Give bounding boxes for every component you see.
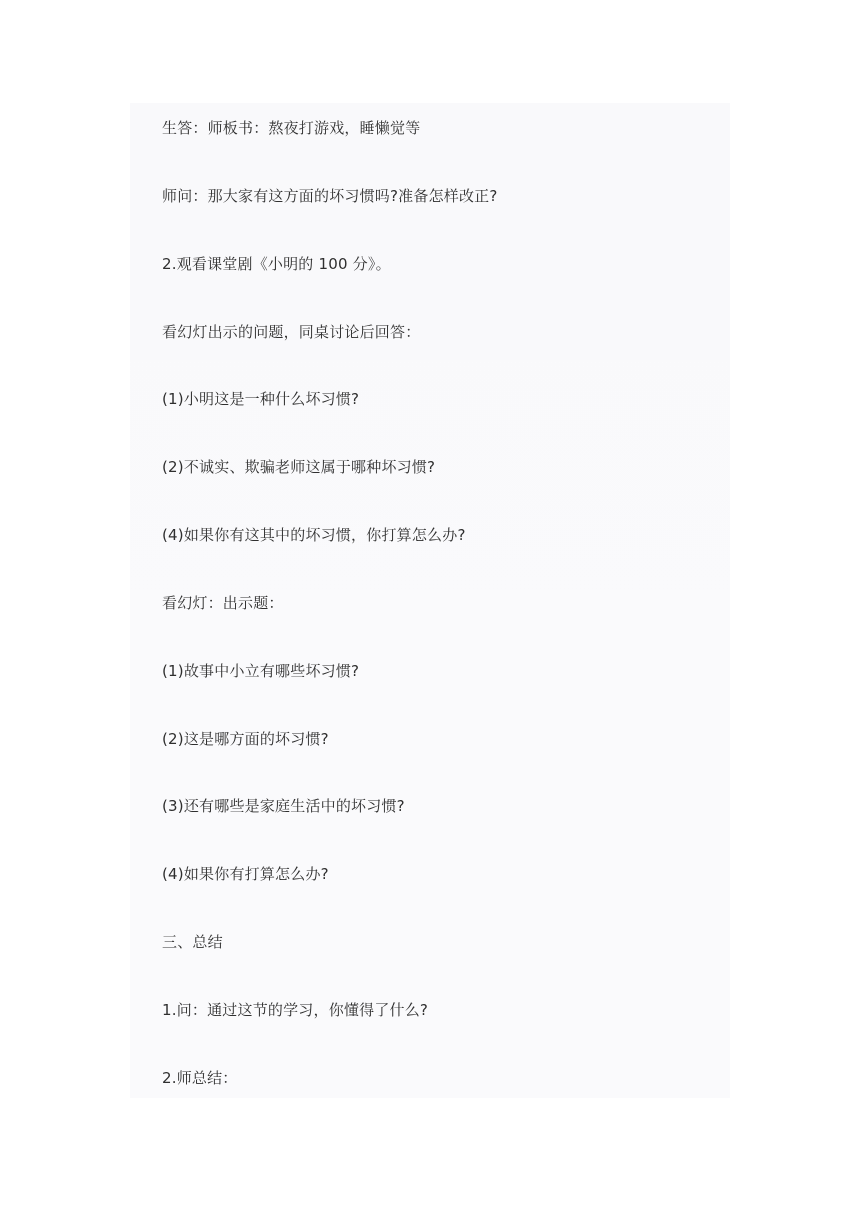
list-item-story-question-1: (1)故事中小立有哪些坏习惯? [162,662,360,680]
paragraph-student-answer: 生答：师板书：熬夜打游戏，睡懒觉等 [162,119,421,137]
list-item-story-question-3: (3)还有哪些是家庭生活中的坏习惯? [162,797,405,815]
section-heading-summary: 三、总结 [162,933,223,951]
list-item-question-2: (2)不诚实、欺骗老师这属于哪种坏习惯? [162,458,436,476]
paragraph-summary-question: 1.问：通过这节的学习，你懂得了什么? [162,1001,429,1019]
list-item-question-1: (1)小明这是一种什么坏习惯? [162,390,360,408]
paragraph-teacher-summary: 2.师总结： [162,1069,238,1087]
paragraph-slide-questions: 看幻灯出示的问题，同桌讨论后回答： [162,323,421,341]
list-item-question-4: (4)如果你有这其中的坏习惯，你打算怎么办? [162,526,466,544]
paragraph-watch-play: 2.观看课堂剧《小明的 100 分》。 [162,255,391,273]
list-item-story-question-2: (2)这是哪方面的坏习惯? [162,730,329,748]
list-item-story-question-4: (4)如果你有打算怎么办? [162,865,329,883]
paragraph-slide-prompt: 看幻灯：出示题： [162,594,284,612]
paragraph-teacher-question: 师问：那大家有这方面的坏习惯吗?准备怎样改正? [162,187,498,205]
document-content-panel [130,103,730,1098]
